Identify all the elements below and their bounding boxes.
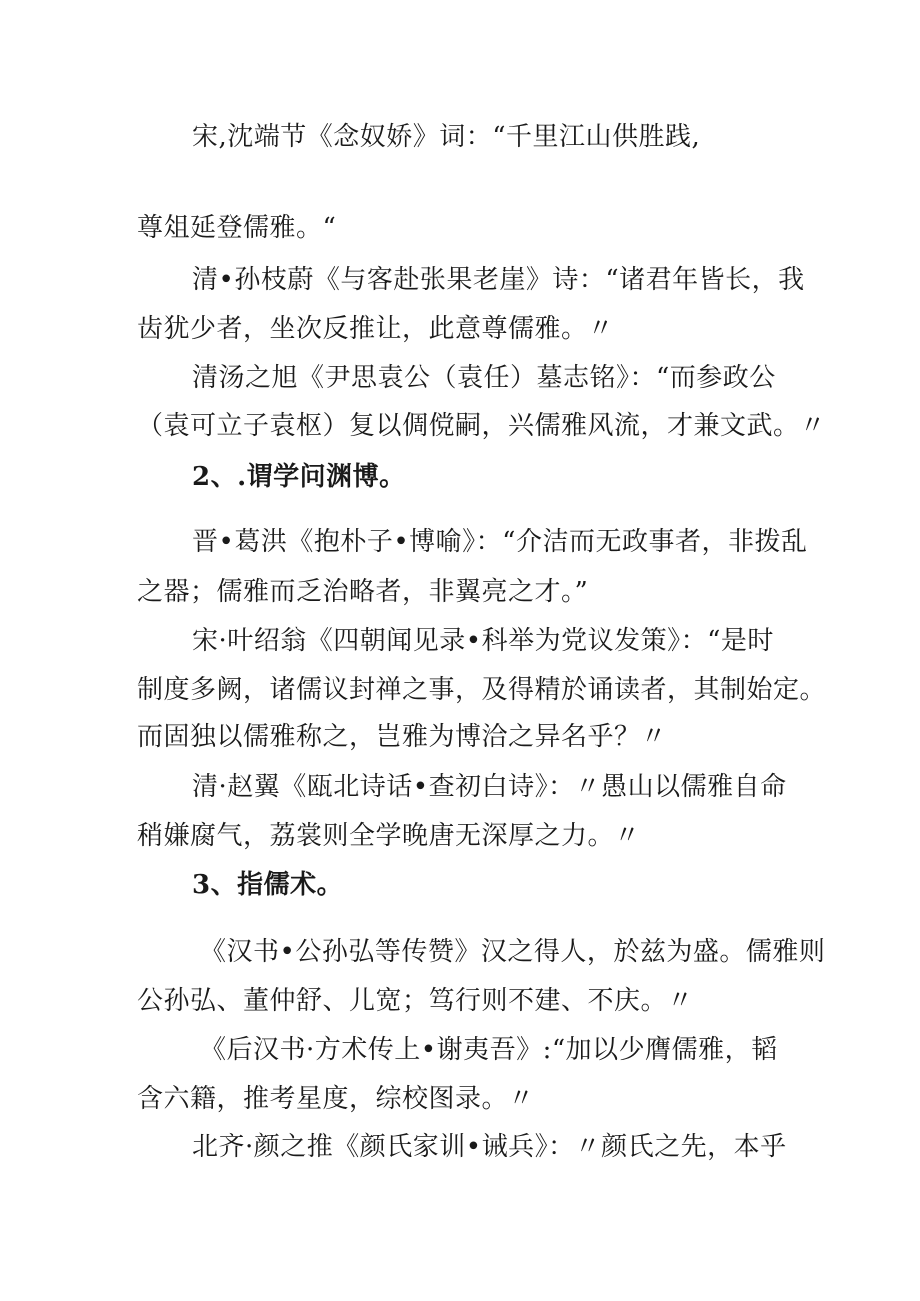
paragraph-line: 齿犹少者，坐次反推让，此意尊儒雅。〃	[137, 314, 615, 344]
paragraph-line: 制度多阙，诸儒议封禅之事，及得精於诵读者，其制始定。	[137, 675, 827, 705]
paragraph-line: 清汤之旭《尹思袁公（袁任）墓志铭》：“而参政公	[192, 363, 776, 393]
paragraph-line: 尊俎延登儒雅。“	[137, 213, 337, 243]
paragraph-line: 稍嫌腐气，荔裳则全学晚唐无深厚之力。〃	[137, 821, 641, 851]
paragraph-line: 之器；儒雅而乏治略者，非翼亮之才。”	[137, 577, 589, 607]
paragraph-line: 公孙弘、董仲舒、儿宽；笃行则不建、不庆。〃	[137, 986, 694, 1016]
paragraph-line: 晋•葛洪《抱朴子•博喻》：“介洁而无政事者，非拨乱	[192, 527, 808, 557]
paragraph-line: 《后汉书·方术传上•谢夷吾》:“加以少膺儒雅，韬	[200, 1035, 778, 1065]
section-heading: 2、.谓学问渊博。	[192, 462, 406, 492]
paragraph-line: 宋·叶绍翁《四朝闻见录•科举为党议发策》：“是时	[192, 626, 774, 656]
paragraph-line: 《汉书•公孙弘等传赞》汉之得人，於兹为盛。儒雅则	[200, 937, 826, 967]
paragraph-line: 清·赵翼《瓯北诗话•查初白诗》：〃愚山以儒雅自命	[192, 772, 787, 802]
paragraph-line: 含六籍，推考星度，综校图录。〃	[137, 1084, 535, 1114]
paragraph-line: （袁可立子袁枢）复以倜傥嗣，兴儒雅风流，才兼文武。〃	[137, 411, 827, 441]
paragraph-line: 清•孙枝蔚《与客赴张果老崖》诗：“诸君年皆长，我	[192, 265, 805, 295]
paragraph-line: 而固独以儒雅称之，岂雅为博洽之异名乎？〃	[137, 722, 668, 752]
paragraph-line: 宋,沈端节《念奴娇》词：“千里江山供胜践,	[192, 122, 701, 152]
section-heading: 3、指儒术。	[192, 870, 344, 900]
paragraph-line: 北齐·颜之推《颜氏家训•诫兵》：〃颜氏之先，本乎	[192, 1132, 787, 1162]
